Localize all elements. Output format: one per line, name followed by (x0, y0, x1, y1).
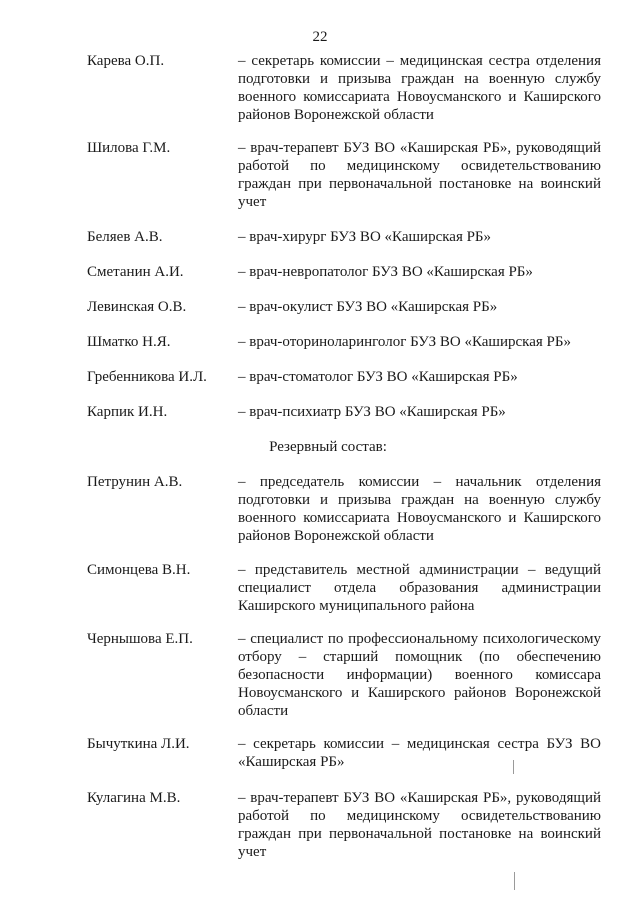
scan-artifact (514, 872, 515, 890)
member-name: Карпик И.Н. (87, 404, 168, 420)
member-role: – врач-хирург БУЗ ВО «Каширская РБ» (238, 229, 492, 245)
member-role: – специалист по профессиональному психологическому отбору – старший помощник (по обеспечению безопасности информации) военного комиссара Новоусманского и Каширского районов Воронежской области (238, 631, 601, 719)
member-role: – врач-терапевт БУЗ ВО «Каширская РБ», руководящий работой по медицинскому освидетельствованию граждан при первоначальной постановке на воинский учет (238, 140, 601, 210)
member-name: Карева О.П. (87, 53, 165, 69)
member-role: – врач-стоматолог БУЗ ВО «Каширская РБ» (238, 369, 518, 385)
member-role: – председатель комиссии – начальник отделения подготовки и призыва граждан на военную службу военного комиссариата Новоусманского и Каширского районов Воронежской области (238, 474, 601, 544)
scan-artifact (513, 760, 514, 774)
member-name: Сметанин А.И. (87, 264, 184, 280)
member-role: – врач-оториноларинголог БУЗ ВО «Каширская РБ» (238, 334, 571, 350)
member-name: Кулагина М.В. (87, 790, 181, 806)
member-name: Левинская О.В. (87, 299, 187, 315)
member-name: Беляев А.В. (87, 229, 163, 245)
member-role: – секретарь комиссии – медицинская сестра БУЗ ВО «Каширская РБ» (238, 736, 601, 770)
member-role: – врач-окулист БУЗ ВО «Каширская РБ» (238, 299, 498, 315)
member-role: – врач-психиатр БУЗ ВО «Каширская РБ» (238, 404, 506, 420)
member-name: Шматко Н.Я. (87, 334, 171, 350)
page-number: 22 (312, 29, 328, 45)
member-role: – секретарь комиссии – медицинская сестра отделения подготовки и призыва граждан на военную службу военного комиссариата Новоусманского и Каширского районов Воронежской области (238, 53, 601, 123)
member-name: Гребенникова И.Л. (87, 369, 207, 385)
reserve-heading: Резервный состав: (269, 439, 387, 455)
member-name: Симонцева В.Н. (87, 562, 191, 578)
member-name: Шилова Г.М. (87, 140, 171, 156)
member-name: Чернышова Е.П. (87, 631, 193, 647)
member-role: – представитель местной администрации – ведущий специалист отдела образования администрации Каширского муниципального района (238, 562, 601, 614)
member-name: Петрунин А.В. (87, 474, 183, 490)
member-role: – врач-невропатолог БУЗ ВО «Каширская РБ» (238, 264, 533, 280)
member-role: – врач-терапевт БУЗ ВО «Каширская РБ», руководящий работой по медицинскому освидетельствованию граждан при первоначальной постановке на воинский учет (238, 790, 601, 860)
member-name: Бычуткина Л.И. (87, 736, 190, 752)
